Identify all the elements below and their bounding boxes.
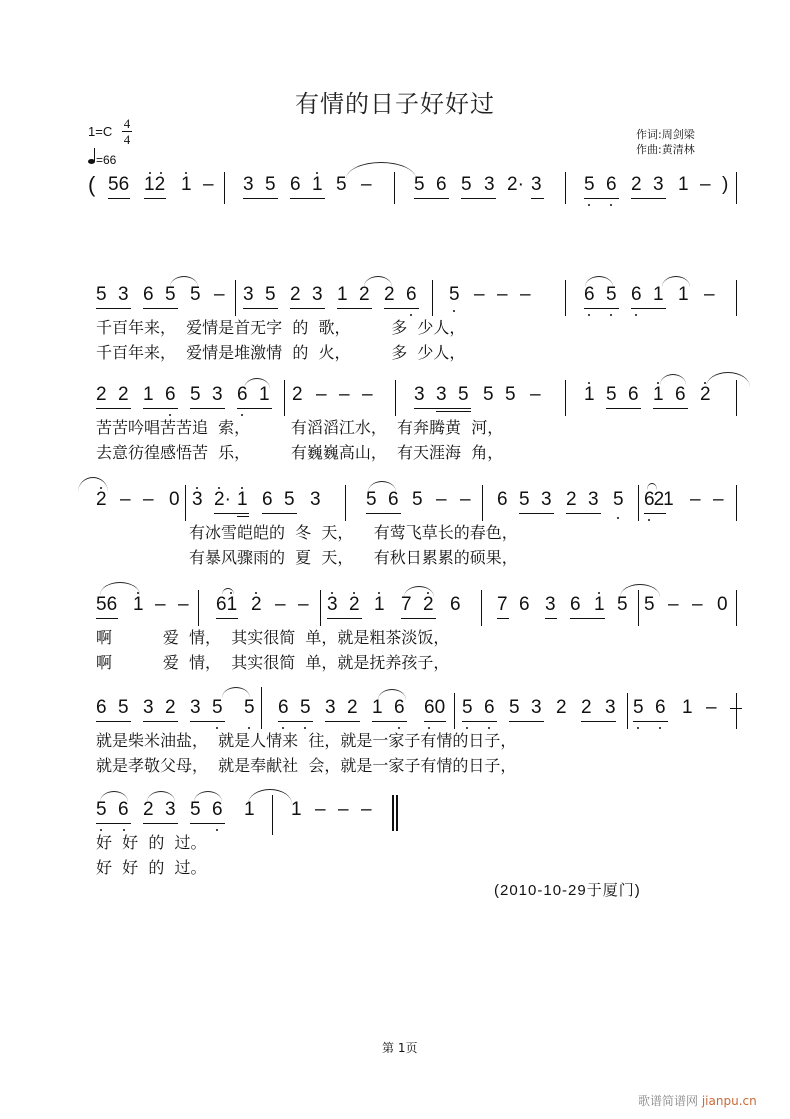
time-signature — [122, 116, 132, 147]
lyric-line-2: 好 好 的 过。 — [96, 858, 207, 877]
lyric-line-2: 千百年来， 爱情是堆激情 的 火， 多 少人， — [96, 343, 466, 362]
lyricist: 作词:周剑梁 — [636, 128, 695, 141]
composer: 作曲:黄清林 — [636, 143, 695, 156]
score-row-4 — [0, 485, 790, 570]
watermark-cn: 歌谱简谱网 — [638, 1094, 699, 1108]
lyric-line-2: 去意彷徨感悟苦 乐， 有巍巍高山， 有天涯海 角， — [96, 443, 504, 462]
lyric-line-2: 啊 爱 情， 其实很简 单，就是抚养孩子， — [96, 653, 450, 672]
notation-row-1: ( 56 12 1 – 3 5 6 1 5 – 5 6 5 3 2· 3 5 6 2 3 1 – ) — [0, 170, 790, 200]
page-number: 第 1页 — [382, 1041, 418, 1055]
watermark-url: jianpu.cn — [701, 1094, 757, 1108]
notation-row-7: 5 6 2 3 5 6 1 1 – – – — [0, 795, 790, 825]
score-row-5 — [0, 590, 790, 675]
score-row-6 — [0, 693, 790, 778]
key-signature: 1=C — [88, 124, 113, 139]
score-row-7 — [0, 795, 790, 880]
notation-row-6: 6 5 3 2 3 5 5 6 5 3 2 1 6 60 5 6 5 3 2 2 3 5 6 1 – — [0, 693, 790, 723]
lyric-line-1: 苦苦吟唱苦苦追 索， 有滔滔江水， 有奔腾黄 河， — [96, 418, 504, 437]
tempo-value: =66 — [96, 153, 117, 167]
lyric-line-1: 好 好 的 过。 — [96, 833, 207, 852]
score-row-2 — [0, 280, 790, 365]
notation-row-4: 2 – – 0 3 2· 1 6 5 3 5 6 5 – – 6 5 3 2 3 5 621 – – — [0, 485, 790, 515]
time-signature-bottom: 4 — [123, 132, 131, 147]
score-title: 有情的日子好好过 — [295, 90, 495, 118]
watermark — [638, 1092, 757, 1109]
lyric-line-1: 就是柴米油盐， 就是人情来 往，就是一家子有情的日子， — [96, 731, 517, 750]
credits — [636, 127, 695, 157]
notation-row-3: 2 2 1 6 5 3 6 1 2 – – – 3 3 5 5 5 – 1 5 6 1 6 2 — [0, 380, 790, 410]
score-row-3 — [0, 380, 790, 465]
notation-row-2: 5 3 6 5 5 – 3 5 2 3 1 2 2 6 5 – – – 6 5 6 1 1 – — [0, 280, 790, 310]
lyric-line-1: 有冰雪皑皑的 冬 天， 有莺飞草长的春色， — [189, 523, 518, 542]
lyric-line-2: 有暴风骤雨的 夏 天， 有秋日累累的硕果， — [189, 548, 518, 567]
tempo-marking — [88, 150, 116, 167]
lyric-line-1: 千百年来， 爱情是首无字 的 歌， 多 少人， — [96, 318, 466, 337]
time-signature-top: 4 — [123, 116, 131, 131]
lyric-line-1: 啊 爱 情， 其实很简 单，就是粗茶淡饭， — [96, 628, 450, 647]
notation-row-5: 56 1 – – 61 2 – – 3 2 1 7 2 6 7 6 3 6 1 5 5 – – 0 — [0, 590, 790, 620]
composition-date: (2010-10-29于厦门) — [494, 882, 641, 899]
quarter-note-icon — [88, 153, 96, 167]
score-row-1 — [0, 170, 790, 220]
lyric-line-2: 就是孝敬父母， 就是奉献社 会，就是一家子有情的日子， — [96, 756, 517, 775]
